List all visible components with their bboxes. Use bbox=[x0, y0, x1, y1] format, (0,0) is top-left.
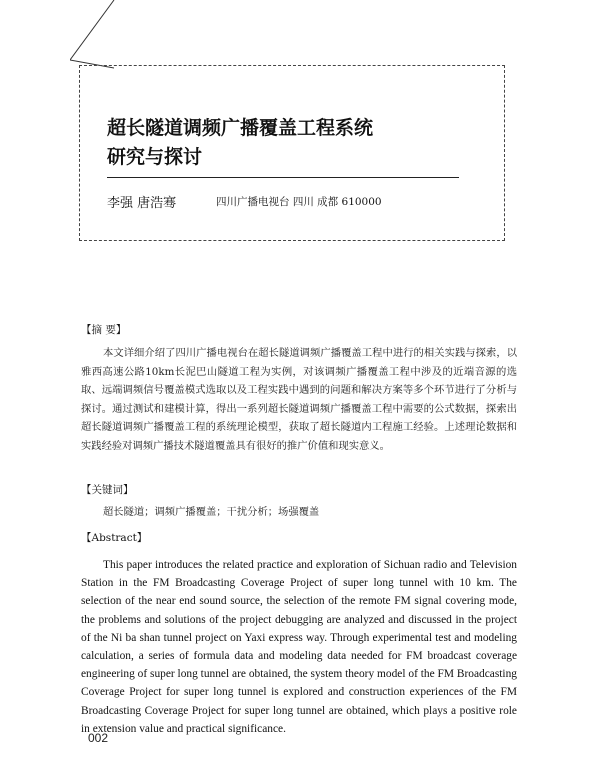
title-line-2: 研究与探讨 bbox=[107, 146, 203, 168]
keywords-heading: 【关键词】 bbox=[81, 484, 134, 496]
page-number: 002 bbox=[88, 731, 109, 745]
title-line-1: 超长隧道调频广播覆盖工程系统 bbox=[107, 117, 374, 139]
authors: 李强 唐浩骞 bbox=[107, 196, 177, 211]
decorative-diagonal-line bbox=[70, 0, 130, 70]
affiliation: 四川广播电视台 四川 成都 610000 bbox=[216, 196, 382, 208]
abstract-cn-text: 本文详细介绍了四川广播电视台在超长隧道调频广播覆盖工程中进行的相关实践与探索，以雅西高速公路10km长泥巴山隧道工程为实例，对该调频广播覆盖工程中涉及的近端音源的选取、远端调频信号覆盖模式选取以及工程实践中遇到的问题和解决方案等多个环节进行了分析与探讨。通过测试和建模计算，得出一系列超长隧道调频广播覆盖工程中需要的公式数据，探索出超长隧道调频广播覆盖工程的系统理论模型，获取了超长隧道内工程施工经验。上述理论数据和实践经验对调频广播技术隧道覆盖具有很好的推广价值和现实意义。 bbox=[81, 347, 517, 452]
abstract-en-text: This paper introduces the related practice and exploration of Sichuan radio and Television Station in the FM Broadcasting Coverage Project of super long tunnel with 10 km. The selection of the near end sound source, the selection of the remote FM signal covering mode, the problems and solutions of the project debugging are analyzed and discussed in the project of the Ni ba shan tunnel project on Yaxi express way. Through experimental test and modeling calculation, a series of formula data and modeling data needed for FM broadcast coverage engineering of super long tunnel are obtained, the system theory model of the FM Broadcasting Coverage Project for super long tunnel is explored and construction experiences of the FM Broadcasting Coverage Project for super long tunnel are obtained, which plays a positive role in extension value and practical significance. bbox=[81, 559, 517, 735]
abstract-en-heading: 【Abstract】 bbox=[81, 532, 148, 544]
title-rule bbox=[107, 177, 459, 178]
abstract-cn-heading: 【摘 要】 bbox=[81, 324, 127, 336]
keywords-text: 超长隧道；调频广播覆盖；干扰分析；场强覆盖 bbox=[103, 506, 320, 518]
paper-title bbox=[107, 114, 487, 172]
